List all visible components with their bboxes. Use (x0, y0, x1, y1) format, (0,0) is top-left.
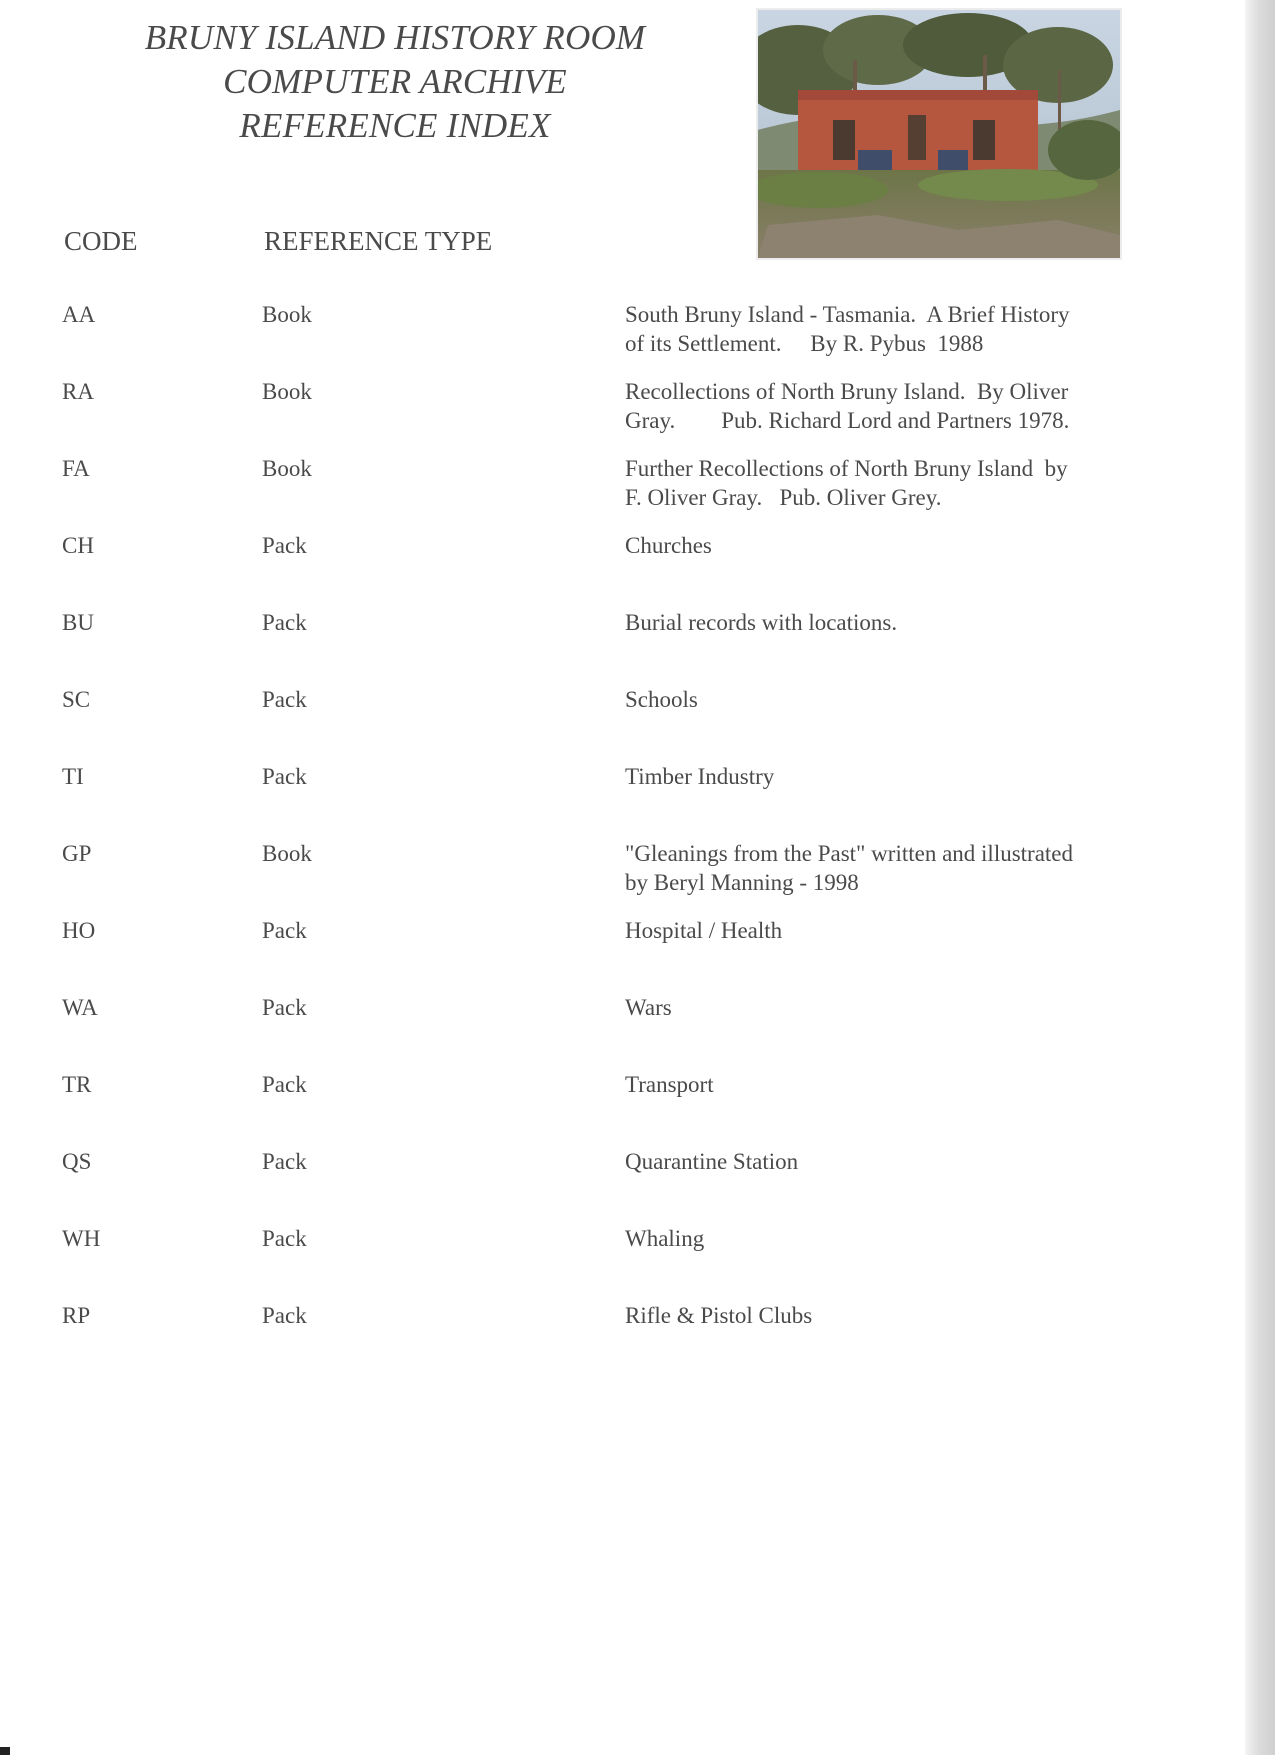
row-type: Pack (262, 995, 307, 1020)
index-row (0, 762, 1200, 839)
index-row (0, 454, 1200, 531)
index-row (0, 1147, 1200, 1224)
row-code: RA (62, 379, 94, 404)
row-description: Recollections of North Bruny Island. By Oliver Gray. Pub. Richard Lord and Partners 1978. (625, 379, 1070, 433)
title-line-2: COMPUTER ARCHIVE (223, 62, 567, 101)
scan-edge-shadow (1245, 0, 1275, 1755)
reference-type-column-header: REFERENCE TYPE (264, 226, 493, 256)
row-code: CH (62, 533, 94, 558)
row-description: "Gleanings from the Past" written and illustrated by Beryl Manning - 1998 (625, 841, 1074, 895)
row-code: GP (62, 841, 92, 866)
document-title (80, 16, 710, 148)
index-row (0, 685, 1200, 762)
row-description: Schools (625, 687, 698, 712)
row-description: Whaling (625, 1226, 705, 1251)
row-code: SC (62, 687, 91, 712)
row-type: Pack (262, 610, 307, 635)
row-description: Timber Industry (625, 764, 775, 789)
index-row (0, 1070, 1200, 1147)
row-type: Book (262, 456, 312, 481)
row-type: Pack (262, 764, 307, 789)
index-row (0, 916, 1200, 993)
scan-corner-mark (0, 1747, 10, 1755)
title-line-3: REFERENCE INDEX (239, 106, 551, 145)
row-code: QS (62, 1149, 92, 1174)
row-code: HO (62, 918, 96, 943)
row-code: TI (62, 764, 84, 789)
row-description: Transport (625, 1072, 714, 1097)
row-description: Quarantine Station (625, 1149, 799, 1174)
row-type: Book (262, 302, 312, 327)
brick-ruin-photo (758, 10, 1120, 258)
row-type: Pack (262, 1072, 307, 1097)
row-description: Further Recollections of North Bruny Island by F. Oliver Gray. Pub. Oliver Grey. (625, 456, 1068, 510)
index-row (0, 608, 1200, 685)
row-description: Wars (625, 995, 672, 1020)
row-type: Pack (262, 533, 307, 558)
title-line-1: BRUNY ISLAND HISTORY ROOM (144, 18, 646, 57)
index-row (0, 300, 1200, 377)
row-code: TR (62, 1072, 92, 1097)
index-row (0, 1224, 1200, 1301)
row-code: BU (62, 610, 94, 635)
row-description: Burial records with locations. (625, 610, 898, 635)
row-type: Pack (262, 1226, 307, 1251)
row-type: Book (262, 379, 312, 404)
row-code: RP (62, 1303, 91, 1328)
row-description: South Bruny Island - Tasmania. A Brief History of its Settlement. By R. Pybus 1988 (625, 302, 1070, 356)
index-row (0, 377, 1200, 454)
code-column-header: CODE (64, 226, 138, 256)
row-type: Pack (262, 1303, 307, 1328)
row-type: Book (262, 841, 312, 866)
row-type: Pack (262, 1149, 307, 1174)
row-code: WA (62, 995, 98, 1020)
index-row (0, 993, 1200, 1070)
row-code: FA (62, 456, 90, 481)
row-description: Churches (625, 533, 712, 558)
row-code: AA (62, 302, 96, 327)
index-row (0, 839, 1200, 916)
index-row (0, 1301, 1200, 1378)
row-code: WH (62, 1226, 101, 1251)
row-type: Pack (262, 918, 307, 943)
index-row (0, 531, 1200, 608)
row-description: Rifle & Pistol Clubs (625, 1303, 813, 1328)
row-description: Hospital / Health (625, 918, 783, 943)
row-type: Pack (262, 687, 307, 712)
